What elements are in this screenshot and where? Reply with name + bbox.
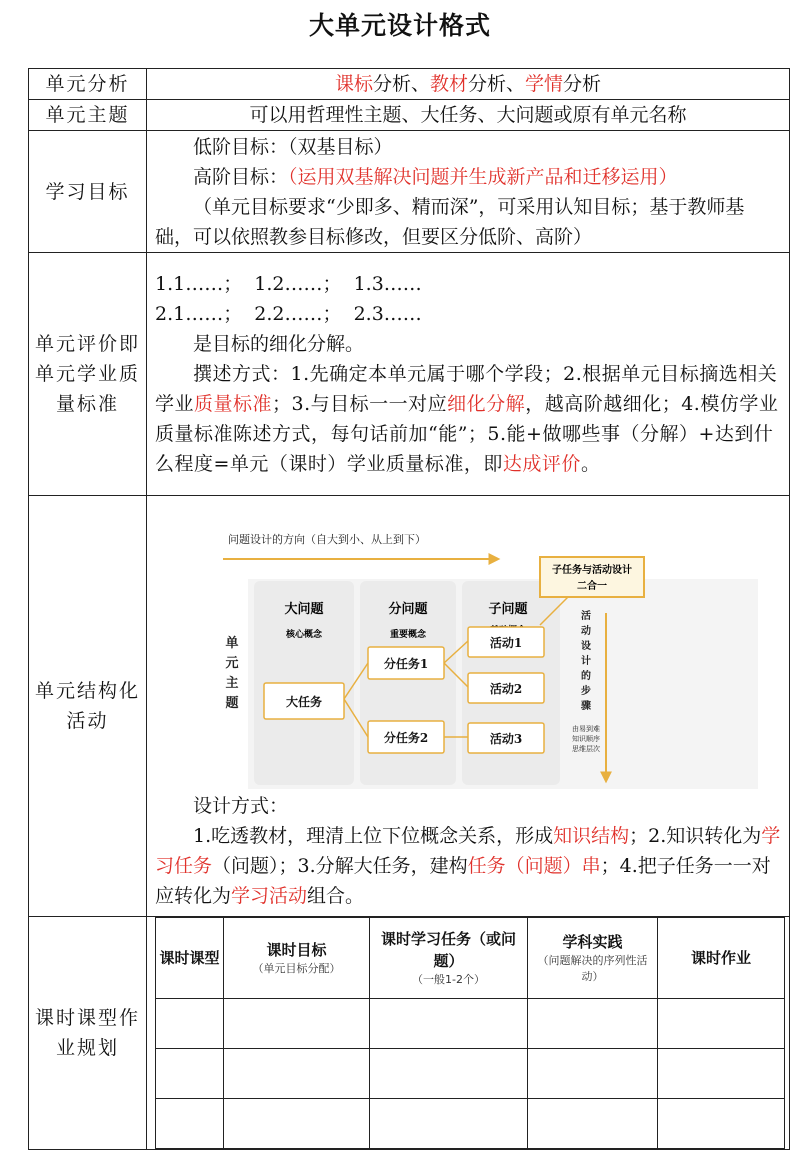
cell[interactable]	[224, 999, 370, 1049]
cell[interactable]	[224, 1049, 370, 1099]
theme-content: 可以用哲理性主题、大任务、大问题或原有单元名称	[147, 100, 790, 131]
evaluation-content	[147, 253, 790, 496]
eval-method-b: ；3.与目标一一对应	[272, 393, 448, 415]
method-learning-activity: 学习活动	[231, 885, 308, 907]
order-label	[572, 724, 600, 753]
cell[interactable]	[528, 1049, 658, 1099]
row-evaluation	[29, 253, 790, 496]
label-plan: 课时课型作业规划	[29, 917, 147, 1150]
header-task-main: 课时学习任务（或问题）	[380, 930, 516, 970]
header-practice	[528, 918, 658, 999]
act1-label: 活动1	[489, 636, 523, 650]
cell[interactable]	[370, 1049, 528, 1099]
eval-line2: 2.1……； 2.2……； 2.3……	[155, 303, 422, 325]
cell[interactable]	[156, 1099, 224, 1149]
cell[interactable]	[528, 1099, 658, 1149]
big-task-label: 大任务	[285, 695, 323, 709]
col2-sub: 重要概念	[389, 630, 427, 640]
goals-high-prefix: 高阶目标：	[193, 165, 289, 188]
cell[interactable]	[658, 1049, 785, 1099]
lesson-header-row	[156, 918, 785, 999]
header-goal	[224, 918, 370, 999]
header-practice-sub: （问题解决的序列性活动）	[537, 954, 648, 983]
goals-content	[147, 131, 790, 253]
eval-method	[155, 359, 781, 479]
page-title: 大单元设计格式	[308, 11, 491, 40]
goals-low: 低阶目标：（双基目标）	[193, 135, 393, 158]
cell[interactable]	[224, 1099, 370, 1149]
col3-title: 子问题	[488, 602, 528, 617]
header-type: 课时课型	[156, 918, 224, 999]
sub-task1-label: 分任务1	[383, 657, 429, 671]
header-goal-main: 课时目标	[266, 941, 327, 959]
row-structure	[29, 496, 790, 917]
eval-achieve: 达成评价	[502, 453, 581, 475]
method-learning-task: 学习任务	[155, 825, 781, 877]
header-homework: 课时作业	[658, 918, 785, 999]
diagram-side-title	[225, 635, 238, 711]
method-title: 设计方式：	[193, 795, 289, 817]
row-theme	[29, 100, 790, 131]
eval-method-d: 。	[580, 453, 601, 475]
goals-note: （单元目标要求“少即多、精而深”，可采用认知目标；基于教师基础，可以依照教参目标修改，但要区分低阶、高阶）	[155, 195, 745, 248]
row-goals	[29, 131, 790, 253]
act2-label: 活动2	[489, 682, 523, 696]
goals-high	[155, 162, 781, 192]
cell[interactable]	[370, 1099, 528, 1149]
analysis-curriculum: 课标	[334, 73, 373, 95]
callout-line2: 二合一	[577, 581, 607, 592]
analysis-sep2: 分析、	[468, 73, 526, 95]
header-goal-sub: （单元目标分配）	[252, 962, 341, 975]
header-task	[370, 918, 528, 999]
eval-line1: 1.1……； 1.2……； 1.3……	[155, 273, 422, 295]
label-goals: 学习目标	[29, 131, 147, 253]
svg-text:单元主题: 单元主题	[225, 636, 239, 711]
goals-high-red: （运用双基解决问题并生成新产品和迁移运用）	[288, 165, 678, 188]
label-theme: 单元主题	[29, 100, 147, 131]
header-task-sub: （一般1-2个）	[412, 973, 485, 986]
method-text	[155, 821, 781, 911]
cell[interactable]	[528, 999, 658, 1049]
svg-text:由易到难知识顺序思维层次: 由易到难知识顺序思维层次	[572, 725, 600, 753]
cell[interactable]	[658, 1099, 785, 1149]
structure-diagram	[168, 501, 768, 791]
col1-sub: 核心概念	[285, 630, 323, 640]
row-analysis	[29, 69, 790, 100]
method-a: 1.吃透教材，理清上位下位概念关系，形成	[193, 825, 554, 847]
sub-task2-label: 分任务2	[383, 731, 429, 745]
eval-refine: 细化分解	[447, 393, 526, 415]
analysis-sep1: 分析、	[372, 73, 430, 95]
method-knowledge-structure: 知识结构	[553, 825, 630, 847]
cell[interactable]	[156, 1049, 224, 1099]
eval-method-c: ，越高阶越细化；4.模仿学业质量标准陈述方式，每句话前加“能”；5.能+做哪些事（分解）+达到什么程度=单元（课时）学业质量标准，即	[155, 393, 779, 475]
eval-method-a: 撰述方式：1.先确定本单元属于哪个学段；2.根据单元目标摘选相关学业	[155, 363, 778, 415]
plan-content	[147, 917, 790, 1150]
method-c: （问题）；3.分解大任务，建构	[212, 855, 468, 877]
diagram-direction: 问题设计的方向（自大到小、从上到下）	[228, 533, 426, 546]
col2-title: 分问题	[388, 602, 428, 617]
method-e: 组合。	[307, 885, 365, 907]
label-analysis: 单元分析	[29, 69, 147, 100]
structure-content	[147, 496, 790, 917]
callout-line1: 子任务与活动设计	[552, 565, 632, 576]
lesson-plan-table	[155, 917, 785, 1149]
lesson-row	[156, 999, 785, 1049]
eval-line3: 是目标的细化分解。	[193, 333, 365, 355]
analysis-textbook: 教材	[429, 73, 468, 95]
cell[interactable]	[156, 999, 224, 1049]
method-d: ；4.把子任务一一对应转化为	[155, 855, 771, 907]
analysis-students: 学情	[525, 73, 564, 95]
col1-title: 大问题	[284, 602, 324, 617]
method-task-chain: 任务（问题）串	[467, 855, 601, 877]
lesson-row	[156, 1049, 785, 1099]
cell[interactable]	[370, 999, 528, 1049]
design-table	[28, 68, 790, 1150]
row-plan	[29, 917, 790, 1150]
label-evaluation: 单元评价即单元学业质量标准	[29, 253, 147, 496]
cell[interactable]	[658, 999, 785, 1049]
analysis-sep3: 分析	[563, 73, 602, 95]
act3-label: 活动3	[489, 732, 523, 746]
header-practice-main: 学科实践	[562, 933, 623, 951]
eval-quality-standard: 质量标准	[194, 393, 273, 415]
label-structure: 单元结构化活动	[29, 496, 147, 917]
svg-text:活动设计的步骤: 活动设计的步骤	[581, 611, 591, 712]
method-b: ；2.知识转化为	[629, 825, 762, 847]
analysis-content	[147, 69, 790, 100]
lesson-row	[156, 1099, 785, 1149]
